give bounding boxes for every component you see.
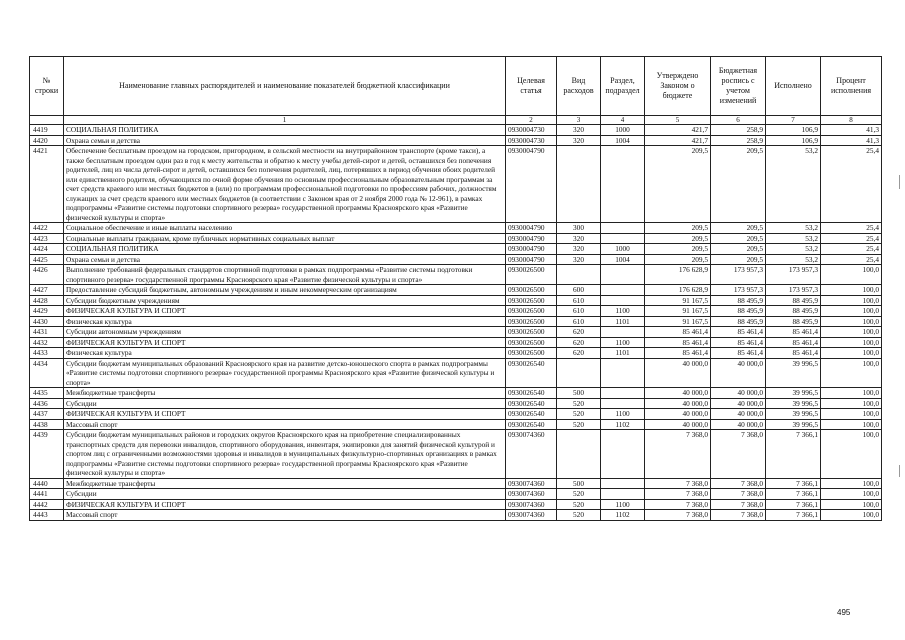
row-target-article: 0930026500 xyxy=(506,295,557,306)
row-expense-type: 320 xyxy=(557,233,601,244)
row-section: 1101 xyxy=(601,348,645,359)
row-executed: 53,2 xyxy=(766,233,821,244)
row-name: Субсидии автономным учреждениям xyxy=(64,327,506,338)
row-approved: 7 368,0 xyxy=(645,510,711,521)
budget-document xyxy=(29,56,881,521)
row-executed: 39 996,5 xyxy=(766,358,821,388)
scan-edge-mark xyxy=(899,175,900,189)
row-number: 4440 xyxy=(30,478,64,489)
row-percent: 25,4 xyxy=(821,146,882,223)
row-percent: 25,4 xyxy=(821,244,882,255)
row-section xyxy=(601,388,645,399)
row-percent: 100,0 xyxy=(821,489,882,500)
row-executed: 53,2 xyxy=(766,223,821,234)
table-row xyxy=(30,348,882,359)
row-name: Межбюджетные трансферты xyxy=(64,388,506,399)
row-section: 1000 xyxy=(601,244,645,255)
row-percent: 25,4 xyxy=(821,233,882,244)
row-name: Массовый спорт xyxy=(64,419,506,430)
row-executed: 39 996,5 xyxy=(766,398,821,409)
row-percent: 41,3 xyxy=(821,135,882,146)
row-number: 4432 xyxy=(30,337,64,348)
row-target-article: 0930026500 xyxy=(506,316,557,327)
row-number: 4441 xyxy=(30,489,64,500)
row-budget-schedule: 7 368,0 xyxy=(711,489,766,500)
row-target-article: 0930026500 xyxy=(506,306,557,317)
row-percent: 100,0 xyxy=(821,285,882,296)
header-approved: Утверждено Законом о бюджете xyxy=(645,57,711,116)
row-budget-schedule: 40 000,0 xyxy=(711,358,766,388)
row-budget-schedule: 7 368,0 xyxy=(711,510,766,521)
row-approved: 40 000,0 xyxy=(645,419,711,430)
table-row xyxy=(30,337,882,348)
row-number: 4425 xyxy=(30,254,64,265)
column-number: 1 xyxy=(64,116,506,125)
row-number: 4431 xyxy=(30,327,64,338)
row-name: Физическая культура xyxy=(64,316,506,327)
header-executed: Исполнено xyxy=(766,57,821,116)
row-expense-type: 620 xyxy=(557,327,601,338)
row-section xyxy=(601,327,645,338)
row-approved: 421,7 xyxy=(645,125,711,136)
row-name: Охрана семьи и детства xyxy=(64,254,506,265)
row-budget-schedule: 209,5 xyxy=(711,146,766,223)
row-executed: 88 495,9 xyxy=(766,306,821,317)
row-expense-type xyxy=(557,358,601,388)
row-number: 4430 xyxy=(30,316,64,327)
row-number: 4443 xyxy=(30,510,64,521)
row-number: 4434 xyxy=(30,358,64,388)
row-name: Обеспечение бесплатным проездом на городском, пригородном, в сельской местности на внутрирайонном транспорте (кроме такси), а также бесплатным проездом один раз в год к месту жительства и обратно к месту учебы детей-сирот и детей, оставшихся без попечения родителей, лиц из числа детей-сирот и детей, оставшихся без попечения родителей, лиц, потерявших в период обучения обоих родителей или единственного родителя, обучающихся по очной форме обучения по основным профессиональным образовательным программам за счет средств краевого или местных бюджетов в (или) по программам профессиональной подготовки по профессиям рабочих, должностям служащих за счет средств краевого или местных бюджетов (в соответствии с Законом края от 2 ноября 2000 года № 12-961), в рамках подпрограммы «Развитие системы подготовки спортивного резерва» государственной программы Красноярского края «Развитие физической культуры и спорта» xyxy=(64,146,506,223)
row-expense-type: 500 xyxy=(557,388,601,399)
row-section xyxy=(601,295,645,306)
row-approved: 7 368,0 xyxy=(645,489,711,500)
row-target-article: 0930074360 xyxy=(506,478,557,489)
table-row xyxy=(30,223,882,234)
row-number: 4427 xyxy=(30,285,64,296)
row-percent: 100,0 xyxy=(821,478,882,489)
row-budget-schedule: 209,5 xyxy=(711,244,766,255)
row-approved: 91 167,5 xyxy=(645,306,711,317)
row-target-article: 0930074360 xyxy=(506,510,557,521)
row-expense-type xyxy=(557,146,601,223)
table-row xyxy=(30,265,882,285)
row-budget-schedule: 88 495,9 xyxy=(711,295,766,306)
row-budget-schedule: 88 495,9 xyxy=(711,316,766,327)
row-section: 1000 xyxy=(601,125,645,136)
row-executed: 88 495,9 xyxy=(766,295,821,306)
row-name: Субсидии бюджетам муниципальных районов и городских округов Красноярского края на приобретение специализированных транспортных средств для перевозки инвалидов, спортивного оборудования, инвентаря, экипировки для занятий физической культурой и спортом лиц с ограниченными возможностями здоровья и инвалидов в муниципальных физкультурно-спортивных организациях в рамках подпрограммы «Развитие системы подготовки спортивного резерва» государственной программы Красноярского края «Развитие физической культуры и спорта» xyxy=(64,430,506,479)
row-section xyxy=(601,146,645,223)
row-name: ФИЗИЧЕСКАЯ КУЛЬТУРА И СПОРТ xyxy=(64,499,506,510)
row-target-article: 0930074360 xyxy=(506,499,557,510)
row-budget-schedule: 40 000,0 xyxy=(711,398,766,409)
row-executed: 53,2 xyxy=(766,146,821,223)
row-executed: 85 461,4 xyxy=(766,348,821,359)
row-executed: 39 996,5 xyxy=(766,388,821,399)
row-executed: 53,2 xyxy=(766,244,821,255)
row-section: 1004 xyxy=(601,135,645,146)
table-row xyxy=(30,316,882,327)
row-budget-schedule: 209,5 xyxy=(711,223,766,234)
row-budget-schedule: 258,9 xyxy=(711,135,766,146)
row-approved: 7 368,0 xyxy=(645,499,711,510)
row-expense-type: 610 xyxy=(557,295,601,306)
row-section xyxy=(601,430,645,479)
row-percent: 100,0 xyxy=(821,430,882,479)
row-target-article: 0930004790 xyxy=(506,223,557,234)
row-approved: 176 628,9 xyxy=(645,285,711,296)
table-row xyxy=(30,306,882,317)
row-budget-schedule: 40 000,0 xyxy=(711,388,766,399)
column-number: 6 xyxy=(711,116,766,125)
row-name: Субсидии бюджетным учреждениям xyxy=(64,295,506,306)
row-executed: 85 461,4 xyxy=(766,327,821,338)
row-executed: 106,9 xyxy=(766,125,821,136)
page-number: 495 xyxy=(837,608,851,617)
row-target-article: 0930026500 xyxy=(506,327,557,338)
row-section: 1102 xyxy=(601,419,645,430)
row-expense-type: 620 xyxy=(557,337,601,348)
row-percent: 100,0 xyxy=(821,306,882,317)
row-percent: 25,4 xyxy=(821,254,882,265)
row-number: 4419 xyxy=(30,125,64,136)
row-name: Субсидии xyxy=(64,489,506,500)
row-expense-type: 520 xyxy=(557,510,601,521)
table-row xyxy=(30,388,882,399)
row-budget-schedule: 258,9 xyxy=(711,125,766,136)
row-section: 1100 xyxy=(601,337,645,348)
row-approved: 7 368,0 xyxy=(645,430,711,479)
row-number: 4423 xyxy=(30,233,64,244)
table-row xyxy=(30,254,882,265)
row-executed: 106,9 xyxy=(766,135,821,146)
header-target-article: Целевая статья xyxy=(506,57,557,116)
row-section xyxy=(601,398,645,409)
row-approved: 85 461,4 xyxy=(645,337,711,348)
row-budget-schedule: 173 957,3 xyxy=(711,265,766,285)
row-number: 4421 xyxy=(30,146,64,223)
row-percent: 100,0 xyxy=(821,510,882,521)
row-target-article: 0930004790 xyxy=(506,146,557,223)
row-budget-schedule: 7 368,0 xyxy=(711,430,766,479)
row-approved: 40 000,0 xyxy=(645,388,711,399)
row-section: 1004 xyxy=(601,254,645,265)
row-name: Субсидии xyxy=(64,398,506,409)
row-budget-schedule: 85 461,4 xyxy=(711,327,766,338)
row-expense-type: 320 xyxy=(557,135,601,146)
row-target-article: 0930026500 xyxy=(506,348,557,359)
row-target-article: 0930074360 xyxy=(506,430,557,479)
row-expense-type: 520 xyxy=(557,489,601,500)
row-number: 4439 xyxy=(30,430,64,479)
row-number: 4422 xyxy=(30,223,64,234)
row-target-article: 0930026540 xyxy=(506,398,557,409)
row-approved: 209,5 xyxy=(645,223,711,234)
header-section: Раздел, подраздел xyxy=(601,57,645,116)
row-expense-type: 500 xyxy=(557,478,601,489)
table-header-row xyxy=(30,57,882,116)
row-budget-schedule: 209,5 xyxy=(711,233,766,244)
row-approved: 7 368,0 xyxy=(645,478,711,489)
row-target-article: 0930026540 xyxy=(506,358,557,388)
row-expense-type: 320 xyxy=(557,254,601,265)
row-approved: 40 000,0 xyxy=(645,409,711,420)
column-number: 2 xyxy=(506,116,557,125)
row-name: Физическая культура xyxy=(64,348,506,359)
header-expense-type: Вид расходов xyxy=(557,57,601,116)
row-approved: 209,5 xyxy=(645,146,711,223)
row-target-article: 0930026500 xyxy=(506,285,557,296)
row-name: Субсидии бюджетам муниципальных образований Красноярского края на развитие детско-юношеского спорта в рамках подпрограммы «Развитие системы подготовки спортивного резерва» государственной программы Красноярского края «Развитие физической культуры и спорта» xyxy=(64,358,506,388)
row-expense-type: 520 xyxy=(557,419,601,430)
table-row xyxy=(30,409,882,420)
row-executed: 7 366,1 xyxy=(766,489,821,500)
row-target-article: 0930004790 xyxy=(506,254,557,265)
row-number: 4424 xyxy=(30,244,64,255)
row-percent: 100,0 xyxy=(821,348,882,359)
row-budget-schedule: 85 461,4 xyxy=(711,348,766,359)
row-number: 4426 xyxy=(30,265,64,285)
row-expense-type: 300 xyxy=(557,223,601,234)
row-percent: 100,0 xyxy=(821,419,882,430)
row-target-article: 0930004790 xyxy=(506,244,557,255)
table-row xyxy=(30,146,882,223)
header-name: Наименование главных распорядителей и наименование показателей бюджетной классификации xyxy=(64,57,506,116)
row-expense-type: 600 xyxy=(557,285,601,296)
row-budget-schedule: 173 957,3 xyxy=(711,285,766,296)
row-percent: 100,0 xyxy=(821,316,882,327)
table-row xyxy=(30,125,882,136)
table-row xyxy=(30,327,882,338)
row-number: 4435 xyxy=(30,388,64,399)
row-expense-type: 520 xyxy=(557,409,601,420)
row-budget-schedule: 88 495,9 xyxy=(711,306,766,317)
row-section xyxy=(601,358,645,388)
header-percent: Процент исполнения xyxy=(821,57,882,116)
row-percent: 25,4 xyxy=(821,223,882,234)
table-row xyxy=(30,233,882,244)
row-expense-type xyxy=(557,430,601,479)
row-approved: 85 461,4 xyxy=(645,327,711,338)
row-approved: 40 000,0 xyxy=(645,398,711,409)
row-name: СОЦИАЛЬНАЯ ПОЛИТИКА xyxy=(64,125,506,136)
row-number: 4433 xyxy=(30,348,64,359)
row-executed: 53,2 xyxy=(766,254,821,265)
column-number: 8 xyxy=(821,116,882,125)
row-name: Социальное обеспечение и иные выплаты населению xyxy=(64,223,506,234)
row-section: 1100 xyxy=(601,409,645,420)
row-number: 4428 xyxy=(30,295,64,306)
row-name: ФИЗИЧЕСКАЯ КУЛЬТУРА И СПОРТ xyxy=(64,409,506,420)
row-executed: 7 366,1 xyxy=(766,430,821,479)
row-approved: 209,5 xyxy=(645,254,711,265)
table-row xyxy=(30,510,882,521)
row-expense-type: 320 xyxy=(557,244,601,255)
row-target-article: 0930026500 xyxy=(506,265,557,285)
row-name: ФИЗИЧЕСКАЯ КУЛЬТУРА И СПОРТ xyxy=(64,306,506,317)
row-section xyxy=(601,489,645,500)
budget-table xyxy=(29,56,882,521)
row-executed: 7 366,1 xyxy=(766,499,821,510)
row-percent: 100,0 xyxy=(821,358,882,388)
column-number: 7 xyxy=(766,116,821,125)
row-section xyxy=(601,233,645,244)
row-executed: 88 495,9 xyxy=(766,316,821,327)
row-name: Межбюджетные трансферты xyxy=(64,478,506,489)
table-row xyxy=(30,295,882,306)
column-number: 3 xyxy=(557,116,601,125)
row-executed: 7 366,1 xyxy=(766,510,821,521)
row-percent: 100,0 xyxy=(821,337,882,348)
table-row xyxy=(30,489,882,500)
row-name: Массовый спорт xyxy=(64,510,506,521)
row-expense-type: 610 xyxy=(557,306,601,317)
row-expense-type: 520 xyxy=(557,398,601,409)
row-percent: 41,3 xyxy=(821,125,882,136)
row-section: 1101 xyxy=(601,316,645,327)
table-row xyxy=(30,499,882,510)
table-row xyxy=(30,478,882,489)
row-approved: 421,7 xyxy=(645,135,711,146)
row-section xyxy=(601,223,645,234)
scan-edge-mark xyxy=(899,465,900,477)
table-row xyxy=(30,244,882,255)
row-budget-schedule: 7 368,0 xyxy=(711,478,766,489)
row-section xyxy=(601,265,645,285)
row-approved: 91 167,5 xyxy=(645,316,711,327)
row-target-article: 0930026540 xyxy=(506,419,557,430)
row-percent: 100,0 xyxy=(821,295,882,306)
row-percent: 100,0 xyxy=(821,388,882,399)
row-number: 4420 xyxy=(30,135,64,146)
row-approved: 176 628,9 xyxy=(645,265,711,285)
row-expense-type: 620 xyxy=(557,348,601,359)
row-number: 4438 xyxy=(30,419,64,430)
row-target-article: 0930026500 xyxy=(506,337,557,348)
row-approved: 209,5 xyxy=(645,244,711,255)
row-expense-type: 610 xyxy=(557,316,601,327)
row-budget-schedule: 85 461,4 xyxy=(711,337,766,348)
table-row xyxy=(30,285,882,296)
row-approved: 91 167,5 xyxy=(645,295,711,306)
column-number: 4 xyxy=(601,116,645,125)
column-number: 5 xyxy=(645,116,711,125)
row-name: СОЦИАЛЬНАЯ ПОЛИТИКА xyxy=(64,244,506,255)
row-section xyxy=(601,285,645,296)
row-percent: 100,0 xyxy=(821,409,882,420)
table-body xyxy=(30,125,882,521)
row-budget-schedule: 209,5 xyxy=(711,254,766,265)
row-expense-type xyxy=(557,265,601,285)
row-section: 1100 xyxy=(601,499,645,510)
row-percent: 100,0 xyxy=(821,499,882,510)
row-budget-schedule: 40 000,0 xyxy=(711,419,766,430)
header-row-number: № строки xyxy=(30,57,64,116)
row-executed: 39 996,5 xyxy=(766,419,821,430)
row-executed: 39 996,5 xyxy=(766,409,821,420)
table-row xyxy=(30,135,882,146)
row-percent: 100,0 xyxy=(821,398,882,409)
row-name: Выполнение требований федеральных стандартов спортивной подготовки в рамках подпрограммы «Развитие системы подготовки спортивного резерва» государственной программы Красноярского края «Развитие физической культуры и спорта» xyxy=(64,265,506,285)
row-section xyxy=(601,478,645,489)
table-row xyxy=(30,419,882,430)
row-name: Предоставление субсидий бюджетным, автономным учреждениям и иным некоммерческим организациям xyxy=(64,285,506,296)
column-number-row xyxy=(30,116,882,125)
row-budget-schedule: 40 000,0 xyxy=(711,409,766,420)
row-executed: 7 366,1 xyxy=(766,478,821,489)
row-approved: 85 461,4 xyxy=(645,348,711,359)
row-executed: 85 461,4 xyxy=(766,337,821,348)
row-budget-schedule: 7 368,0 xyxy=(711,499,766,510)
table-row xyxy=(30,430,882,479)
row-name: ФИЗИЧЕСКАЯ КУЛЬТУРА И СПОРТ xyxy=(64,337,506,348)
row-section: 1100 xyxy=(601,306,645,317)
row-name: Охрана семьи и детства xyxy=(64,135,506,146)
row-percent: 100,0 xyxy=(821,327,882,338)
header-budget-schedule: Бюджетная роспись с учетом изменений xyxy=(711,57,766,116)
row-number: 4437 xyxy=(30,409,64,420)
row-target-article: 0930004790 xyxy=(506,233,557,244)
row-executed: 173 957,3 xyxy=(766,285,821,296)
row-approved: 40 000,0 xyxy=(645,358,711,388)
row-target-article: 0930026540 xyxy=(506,388,557,399)
row-number: 4436 xyxy=(30,398,64,409)
row-section: 1102 xyxy=(601,510,645,521)
row-approved: 209,5 xyxy=(645,233,711,244)
row-expense-type: 320 xyxy=(557,125,601,136)
row-target-article: 0930026540 xyxy=(506,409,557,420)
row-number: 4442 xyxy=(30,499,64,510)
row-target-article: 0930004730 xyxy=(506,135,557,146)
column-number xyxy=(30,116,64,125)
row-percent: 100,0 xyxy=(821,265,882,285)
row-number: 4429 xyxy=(30,306,64,317)
row-executed: 173 957,3 xyxy=(766,265,821,285)
row-target-article: 0930074360 xyxy=(506,489,557,500)
table-row xyxy=(30,398,882,409)
row-expense-type: 520 xyxy=(557,499,601,510)
table-row xyxy=(30,358,882,388)
row-name: Социальные выплаты гражданам, кроме публичных нормативных социальных выплат xyxy=(64,233,506,244)
row-target-article: 0930004730 xyxy=(506,125,557,136)
